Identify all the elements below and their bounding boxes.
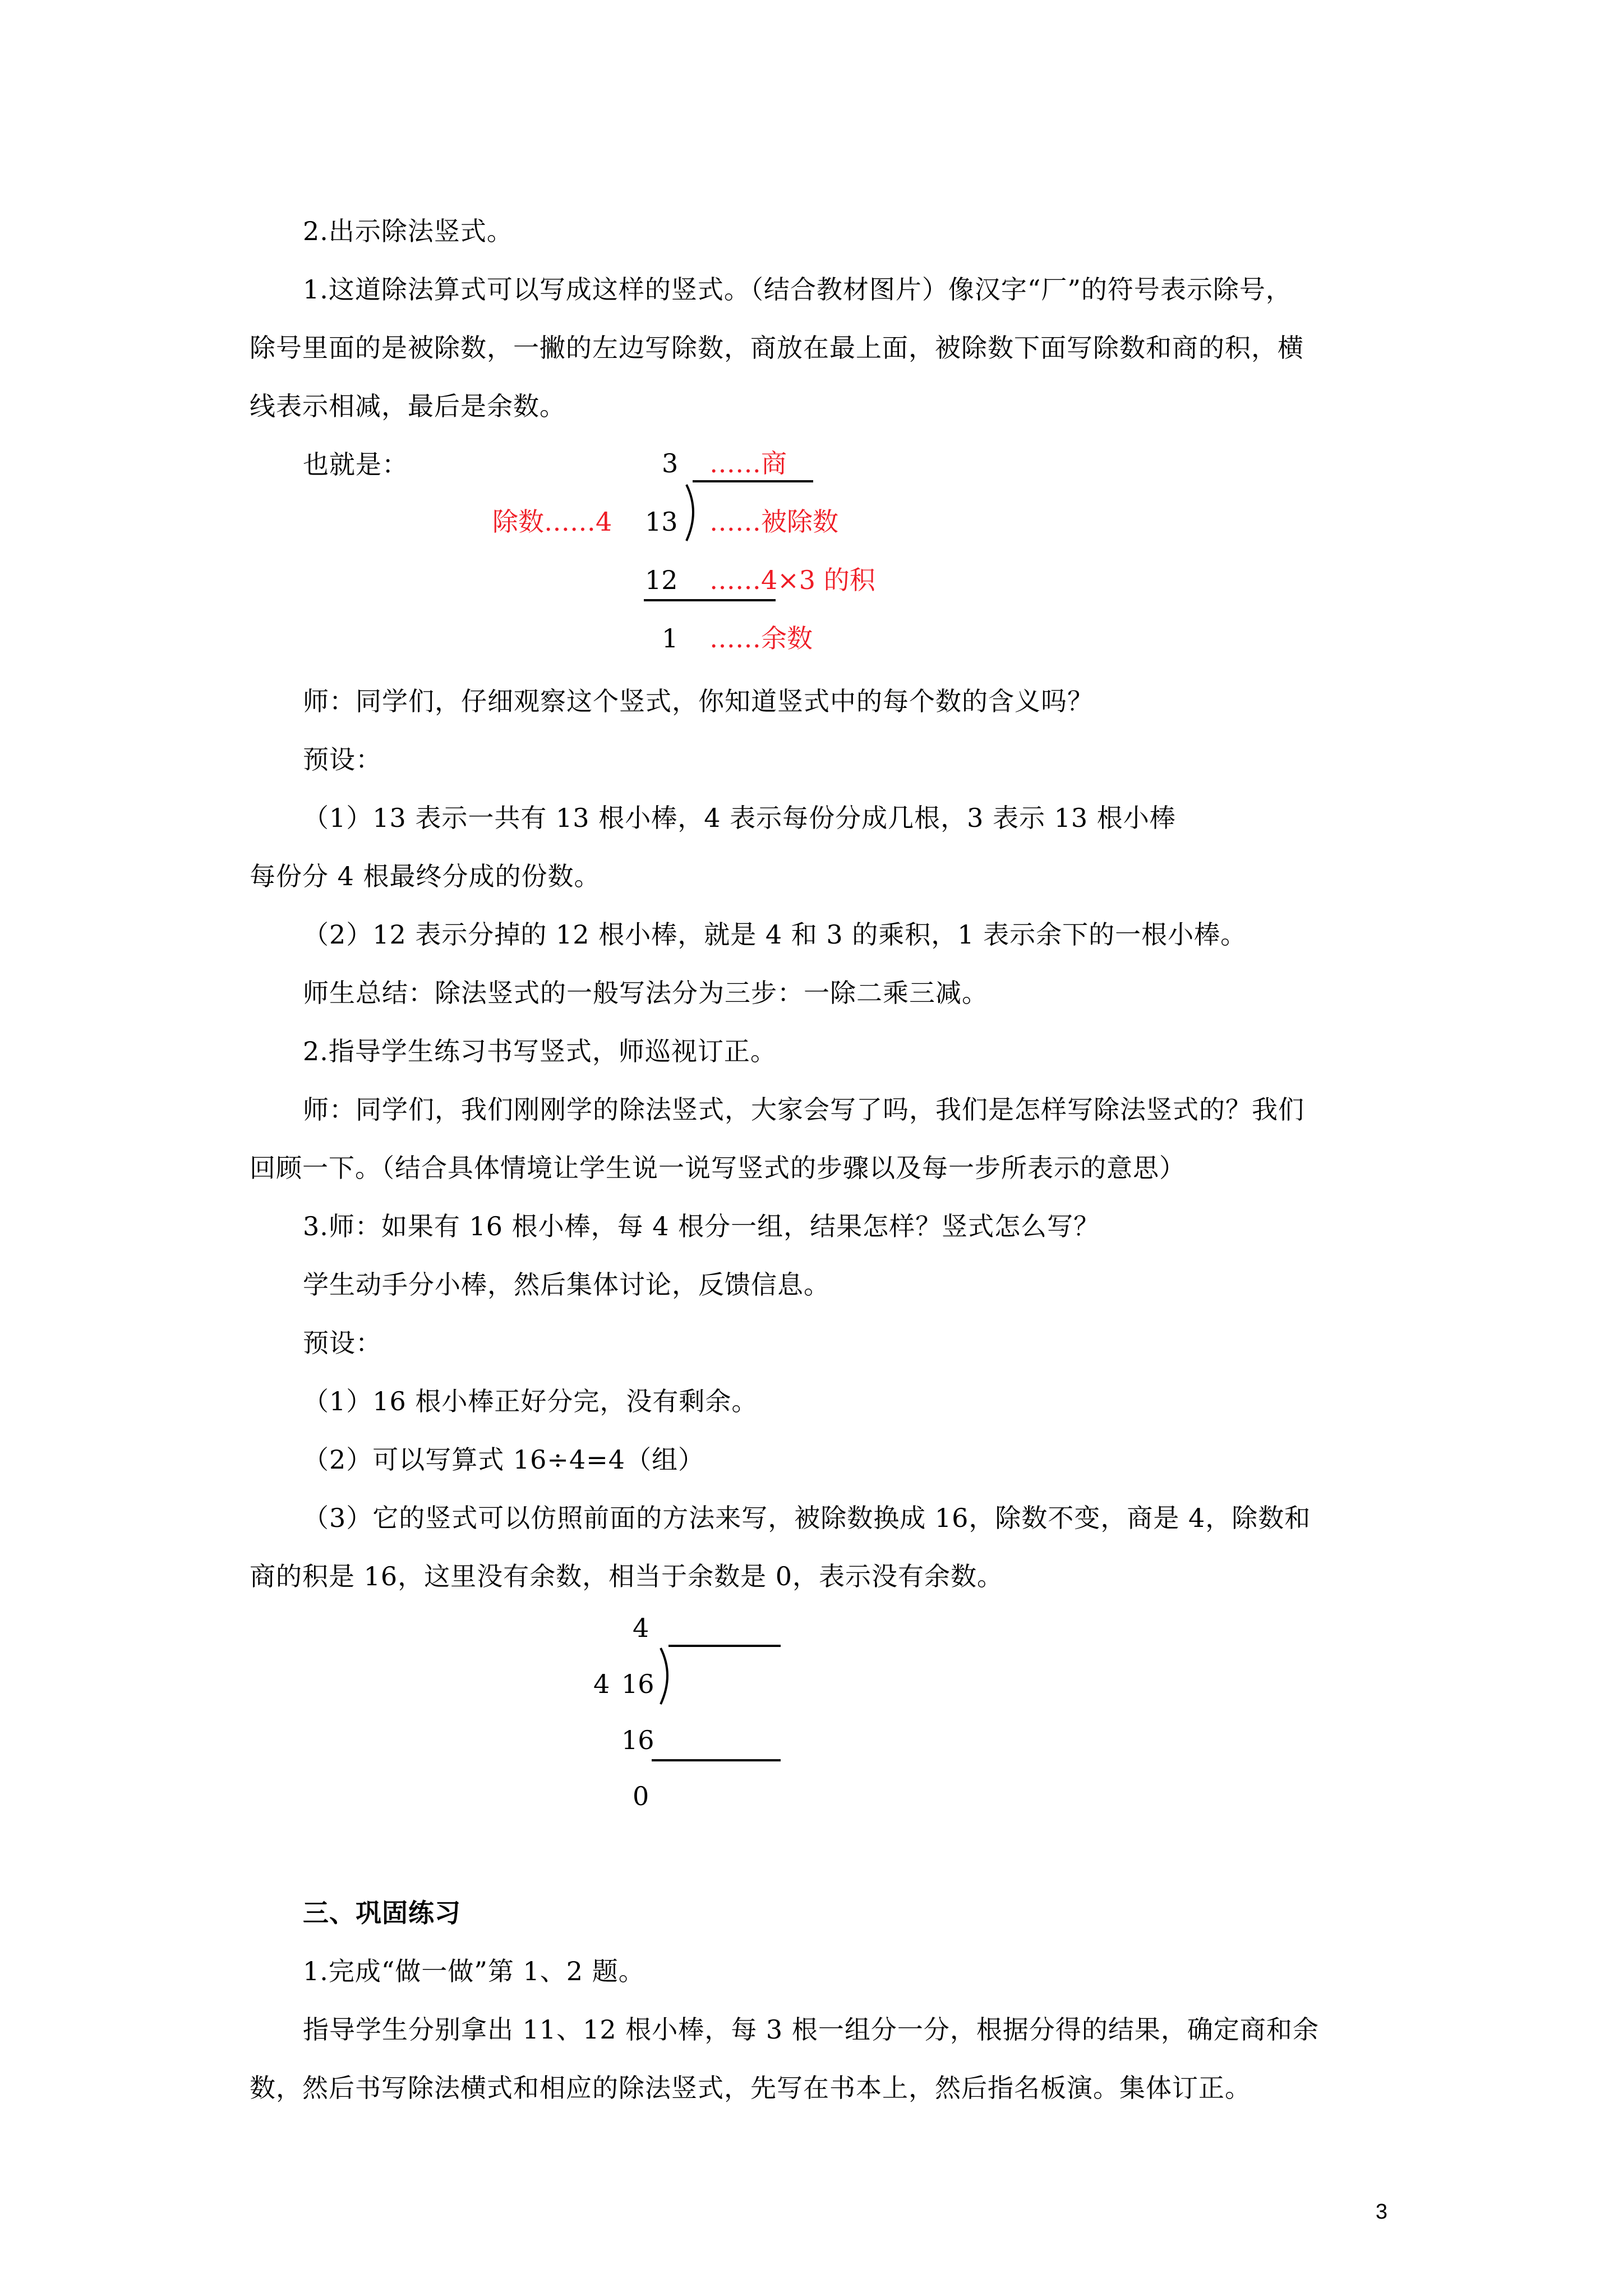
paragraph: 师生总结：除法竖式的一般写法分为三步：一除二乘三减。 [303, 978, 988, 1008]
paragraph: 线表示相减，最后是余数。 [250, 391, 566, 421]
paragraph: 1.完成“做一做”第 1、2 题。 [303, 1956, 645, 1986]
paragraph: （2）可以写算式 16÷4=4（组） [303, 1444, 705, 1475]
paragraph: 预设： [303, 1328, 382, 1358]
label-remainder: ……余数 [709, 623, 813, 654]
page-number: 3 [1375, 2200, 1387, 2224]
division-bar [693, 480, 813, 482]
paragraph: 师：同学们，仔细观察这个竖式，你知道竖式中的每个数的含义吗？ [303, 686, 1094, 716]
paragraph: （3）它的竖式可以仿照前面的方法来写，被除数换成 16，除数不变，商是 4，除数和 [303, 1503, 1311, 1533]
division-bar [668, 1645, 781, 1647]
paragraph: 1.这道除法算式可以写成这样的竖式。（结合教材图片）像汉字“厂”的符号表示除号， [303, 274, 1292, 305]
product: 12 [645, 565, 678, 595]
paragraph: 指导学生分别拿出 11、12 根小棒，每 3 根一组分一分，根据分得的结果，确定商和余 [303, 2014, 1319, 2045]
paragraph: 学生动手分小棒，然后集体讨论，反馈信息。 [303, 1269, 830, 1300]
divisor: 4 [593, 1669, 610, 1699]
paragraph: 每份分 4 根最终分成的份数。 [250, 861, 601, 891]
subtraction-line [652, 1759, 781, 1761]
product: 16 [621, 1725, 654, 1755]
division-bracket [683, 484, 700, 542]
label-product: ……4×3 的积 [709, 565, 875, 595]
paragraph: 预设： [303, 744, 382, 775]
subtraction-line [644, 599, 776, 601]
section-heading: 三、巩固练习 [303, 1898, 461, 1928]
paragraph: 回顾一下。（结合具体情境让学生说一说写竖式的步骤以及每一步所表示的意思） [250, 1153, 1186, 1183]
paragraph: （1）16 根小棒正好分完，没有剩余。 [303, 1386, 758, 1416]
paragraph: 数，然后书写除法横式和相应的除法竖式，先写在书本上，然后指名板演。集体订正。 [250, 2073, 1251, 2103]
paragraph: 除号里面的是被除数，一撇的左边写除数，商放在最上面，被除数下面写除数和商的积，横 [250, 333, 1304, 363]
quotient: 3 [662, 448, 679, 478]
dividend: 16 [621, 1669, 654, 1699]
paragraph: 2.指导学生练习书写竖式，师巡视订正。 [303, 1036, 777, 1066]
remainder: 1 [662, 623, 679, 654]
remainder: 0 [633, 1781, 649, 1811]
divisor-label: 除数……4 [492, 507, 612, 537]
paragraph: 商的积是 16，这里没有余数，相当于余数是 0，表示没有余数。 [250, 1561, 1004, 1591]
dividend: 13 [645, 507, 678, 537]
label-dividend: ……被除数 [709, 507, 838, 537]
paragraph: 3.师：如果有 16 根小棒，每 4 根分一组，结果怎样？竖式怎么写？ [303, 1211, 1100, 1241]
division-bracket [657, 1647, 674, 1705]
paragraph: （2）12 表示分掉的 12 根小棒，就是 4 和 3 的乘积，1 表示余下的一根小棒。 [303, 919, 1247, 950]
paragraph: 2.出示除法竖式。 [303, 216, 513, 246]
label-quotient: ……商 [709, 448, 787, 478]
quotient: 4 [633, 1613, 649, 1643]
paragraph: （1）13 表示一共有 13 根小棒，4 表示每份分成几根，3 表示 13 根小棒 [303, 803, 1176, 833]
paragraph: 也就是： [303, 449, 408, 480]
paragraph: 师：同学们，我们刚刚学的除法竖式，大家会写了吗，我们是怎样写除法竖式的？我们 [303, 1094, 1304, 1125]
